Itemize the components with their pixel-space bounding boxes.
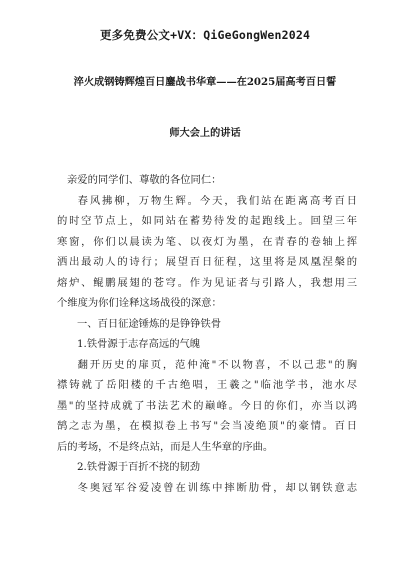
title-line-2: 师大会上的讲话 xyxy=(169,127,241,139)
sub-heading-1: 1.铁骨源于志存高远的气魄 xyxy=(77,338,201,350)
section-heading-1: 一、百日征途锤炼的是铮铮铁骨 xyxy=(77,317,222,330)
para2-line: 鹄之志为墨，在模拟卷上书写"会当凌绝顶"的豪情。百日 xyxy=(57,420,357,432)
para1-line: 熔炉、鲲鹏展翅的苍穹。作为见证者与引路人，我想用三 xyxy=(57,276,357,289)
title-line-1: 淬火成钢铸辉煌百日鏖战书华章——在2025届高考百日誓 xyxy=(73,76,337,88)
para1-line: 春风拂柳，万物生辉。今天，我们站在距离高考百日 xyxy=(77,194,357,207)
greeting: 亲爱的同学们、尊敬的各位同仁： xyxy=(67,174,222,186)
para2-line: 墨"的坚持成就了书法艺术的巅峰。今日的你们，亦当以鸿 xyxy=(57,399,357,412)
speech-body xyxy=(57,170,357,498)
para2-line: 后的考场，不是终点站，而是人生华章的序曲。 xyxy=(57,440,274,453)
para2-line: 襟铸就了岳阳楼的千古绝唱，王羲之"临池学书，池水尽 xyxy=(57,379,357,391)
sub-heading-2: 2.铁骨源于百折不挠的韧劲 xyxy=(77,461,201,473)
para1-line: 的时空节点上，如同站在蓄势待发的起跑线上。回望三年 xyxy=(57,215,357,227)
para3-line: 冬奥冠军谷爱凌曾在训练中摔断肋骨，却以钢铁意志 xyxy=(77,481,357,494)
para1-line: 寒窗，你们以晨读为笔、以夜灯为墨，在青春的卷轴上挥 xyxy=(57,235,357,248)
para2-line: 翻开历史的扉页，范仲淹"不以物喜，不以己悲"的胸 xyxy=(77,358,357,371)
para1-line: 洒出最动人的诗行；展望百日征程，这里将是凤凰涅槃的 xyxy=(57,256,357,268)
para1-line: 个维度为你们诠释这场战役的深意： xyxy=(57,297,222,309)
promo-header: 更多免费公文+VX：QiGeGongWen2024 xyxy=(99,28,311,42)
